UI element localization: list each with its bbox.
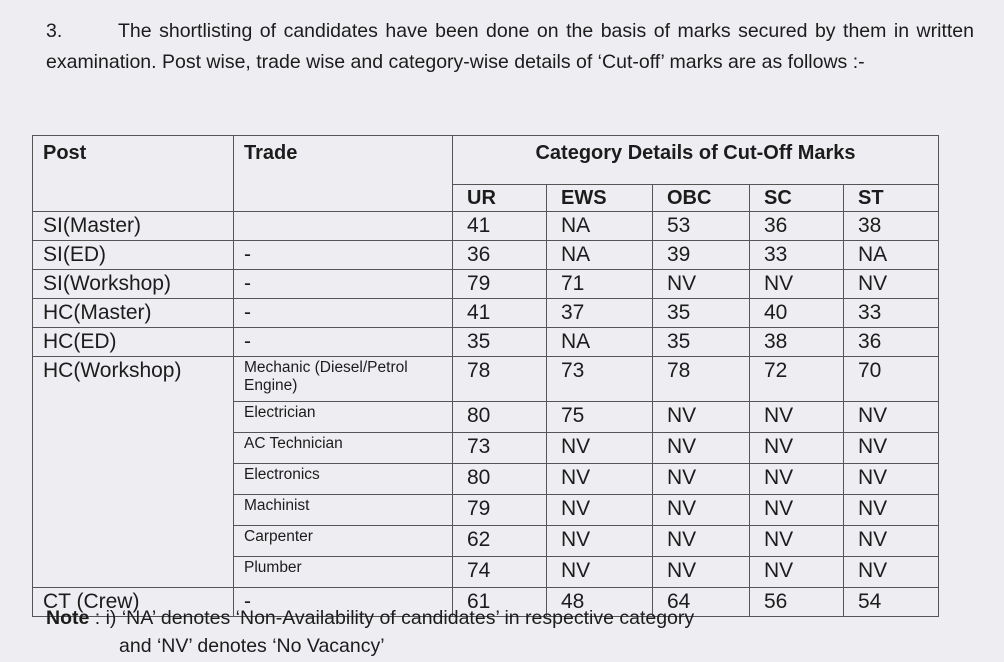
table-row xyxy=(33,328,939,357)
cell-obc: NV xyxy=(653,464,750,495)
cell-obc: NV xyxy=(653,495,750,526)
table-row xyxy=(33,357,939,402)
cell-obc: NV xyxy=(653,402,750,433)
cell-ur: 79 xyxy=(453,495,547,526)
note-line-2: and ‘NV’ denotes ‘No Vacancy’ xyxy=(119,635,385,657)
cell-post: CT (Crew) xyxy=(33,588,234,617)
cell-obc: NV xyxy=(653,557,750,588)
cell-post: HC(ED) xyxy=(33,328,234,357)
cell-ur: 79 xyxy=(453,270,547,299)
cell-st: 70 xyxy=(844,357,939,402)
cell-trade: Electronics xyxy=(234,464,453,495)
cell-ews: 48 xyxy=(547,588,653,617)
cell-ews: 73 xyxy=(547,357,653,402)
cell-sc: NV xyxy=(750,526,844,557)
note-label: Note xyxy=(46,607,90,629)
cell-st: NV xyxy=(844,495,939,526)
header-category-obc: OBC xyxy=(653,185,750,212)
cell-ur: 74 xyxy=(453,557,547,588)
cell-post: SI(Workshop) xyxy=(33,270,234,299)
cell-sc: NV xyxy=(750,557,844,588)
cell-ur: 41 xyxy=(453,299,547,328)
cell-ews: 75 xyxy=(547,402,653,433)
cell-ur: 80 xyxy=(453,402,547,433)
header-trade: Trade xyxy=(234,136,453,212)
cell-ews: NA xyxy=(547,241,653,270)
cell-st: NV xyxy=(844,270,939,299)
cell-trade xyxy=(234,212,453,241)
cell-obc: 64 xyxy=(653,588,750,617)
header-category-sc: SC xyxy=(750,185,844,212)
cell-sc: 56 xyxy=(750,588,844,617)
cell-trade: Mechanic (Diesel/Petrol Engine) xyxy=(234,357,453,402)
cell-obc: 35 xyxy=(653,328,750,357)
cell-sc: 38 xyxy=(750,328,844,357)
cell-ur: 78 xyxy=(453,357,547,402)
cell-trade: - xyxy=(234,328,453,357)
table-row xyxy=(33,241,939,270)
header-category-ur: UR xyxy=(453,185,547,212)
cell-obc: NV xyxy=(653,526,750,557)
cell-sc: 36 xyxy=(750,212,844,241)
cell-post: HC(Master) xyxy=(33,299,234,328)
header-category-ews: EWS xyxy=(547,185,653,212)
cell-st: NA xyxy=(844,241,939,270)
cell-trade: Machinist xyxy=(234,495,453,526)
cell-obc: 53 xyxy=(653,212,750,241)
cell-st: 38 xyxy=(844,212,939,241)
cell-st: NV xyxy=(844,557,939,588)
cell-sc: NV xyxy=(750,270,844,299)
cell-ews: NA xyxy=(547,212,653,241)
cell-trade: Carpenter xyxy=(234,526,453,557)
cell-trade: Plumber xyxy=(234,557,453,588)
paragraph-3 xyxy=(46,16,974,78)
cell-post: SI(ED) xyxy=(33,241,234,270)
header-category-st: ST xyxy=(844,185,939,212)
cell-obc: NV xyxy=(653,433,750,464)
cell-st: NV xyxy=(844,526,939,557)
cell-sc: NV xyxy=(750,464,844,495)
cell-st: 33 xyxy=(844,299,939,328)
cell-ews: NV xyxy=(547,557,653,588)
note xyxy=(46,604,974,660)
cell-trade: AC Technician xyxy=(234,433,453,464)
header-category-group: Category Details of Cut-Off Marks xyxy=(453,136,939,185)
cell-sc: NV xyxy=(750,495,844,526)
cell-trade: - xyxy=(234,588,453,617)
cell-ur: 61 xyxy=(453,588,547,617)
paragraph-text: The shortlisting of candidates have been done on the basis of marks secured by them in written examination. Post wise, trade wise and category-wise details of ‘Cut-off’ marks are as follows :- xyxy=(46,20,974,73)
cell-st: NV xyxy=(844,464,939,495)
cell-ews: NV xyxy=(547,495,653,526)
cell-post: HC(Workshop) xyxy=(33,357,234,588)
cell-obc: 35 xyxy=(653,299,750,328)
cutoff-marks-table xyxy=(32,135,939,617)
cell-obc: 78 xyxy=(653,357,750,402)
cell-st: 36 xyxy=(844,328,939,357)
cell-sc: 72 xyxy=(750,357,844,402)
header-post: Post xyxy=(33,136,234,212)
cell-trade: - xyxy=(234,270,453,299)
cell-ur: 62 xyxy=(453,526,547,557)
cell-ur: 80 xyxy=(453,464,547,495)
cell-sc: NV xyxy=(750,402,844,433)
cell-ews: 71 xyxy=(547,270,653,299)
cell-st: 54 xyxy=(844,588,939,617)
cell-sc: 40 xyxy=(750,299,844,328)
cell-sc: NV xyxy=(750,433,844,464)
cell-post: SI(Master) xyxy=(33,212,234,241)
cell-sc: 33 xyxy=(750,241,844,270)
cell-ews: NA xyxy=(547,328,653,357)
cell-st: NV xyxy=(844,402,939,433)
cell-trade: - xyxy=(234,299,453,328)
cell-ur: 36 xyxy=(453,241,547,270)
paragraph-number: 3. xyxy=(46,20,63,42)
cell-ews: 37 xyxy=(547,299,653,328)
cell-ews: NV xyxy=(547,464,653,495)
cell-obc: NV xyxy=(653,270,750,299)
table-row xyxy=(33,212,939,241)
cell-ur: 73 xyxy=(453,433,547,464)
cell-trade: - xyxy=(234,241,453,270)
cell-ur: 41 xyxy=(453,212,547,241)
note-line-1: : i) ‘NA’ denotes ‘Non-Availability of candidates’ in respective category xyxy=(94,607,695,629)
table-row xyxy=(33,270,939,299)
cell-ews: NV xyxy=(547,433,653,464)
cell-ur: 35 xyxy=(453,328,547,357)
table-row xyxy=(33,299,939,328)
cell-obc: 39 xyxy=(653,241,750,270)
cell-trade: Electrician xyxy=(234,402,453,433)
cell-ews: NV xyxy=(547,526,653,557)
cell-st: NV xyxy=(844,433,939,464)
